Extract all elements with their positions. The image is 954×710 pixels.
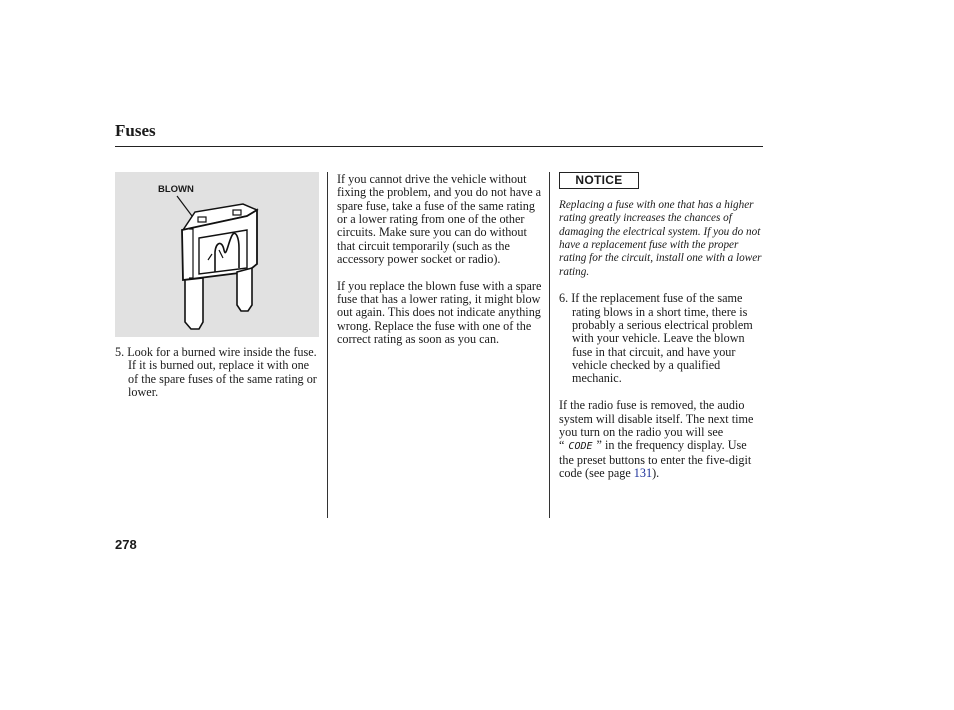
step-5-text: 5. Look for a burned wire inside the fuse. If it is burned out, replace it with one of the spare fuses of the same rating or lower. (115, 345, 317, 400)
page-title: Fuses (115, 121, 156, 140)
code-display-readout: CODE (568, 441, 593, 453)
notice-badge: NOTICE (559, 172, 639, 189)
fuse-illustration (115, 172, 319, 337)
column-3 (559, 199, 764, 494)
figure-label: BLOWN (158, 184, 194, 195)
spare-fuse-paragraph: If you cannot drive the vehicle without fixing the problem, and you do not have a spare fuse, take a fuse of the same rating or a lower rating from one of the other circuits. Make sure you can do without that circuit temporarily (such as the accessory power socket or radio). (337, 172, 542, 267)
page-number: 278 (115, 537, 137, 552)
page-reference-link[interactable]: 131 (633, 465, 653, 480)
radio-text-post: ). (652, 465, 660, 480)
radio-text-pre: If the radio fuse is removed, the audio system will disable itself. The next time you turn on the radio you will see “ (559, 398, 754, 453)
column-divider-1 (327, 172, 328, 518)
radio-text-mid: ” in the frequency display. Use the preset buttons to enter the five-digit code (see page (559, 438, 752, 480)
step-5 (115, 346, 320, 413)
blown-fuse-icon (115, 172, 319, 337)
lower-rating-paragraph: If you replace the blown fuse with a spare fuse that has a lower rating, it might blow out again. This does not indicate anything wrong. Replace the fuse with one of the correct rating as soon as you can. (337, 278, 542, 347)
column-divider-2 (549, 172, 550, 518)
notice-text: Replacing a fuse with one that has a higher rating greatly increases the chances of damaging the electrical system. If you do not have a replacement fuse with the proper rating for the circuit, install one with a lower rating. (559, 199, 762, 278)
step-6-text: 6. If the replacement fuse of the same rating blows in a short time, there is probably a serious electrical problem with your vehicle. Leave the blown fuse in that circuit, and have your vehicle checked by a qualified mechanic. (559, 291, 753, 386)
radio-paragraph (559, 399, 764, 480)
column-2 (337, 173, 545, 360)
title-rule (115, 146, 763, 147)
